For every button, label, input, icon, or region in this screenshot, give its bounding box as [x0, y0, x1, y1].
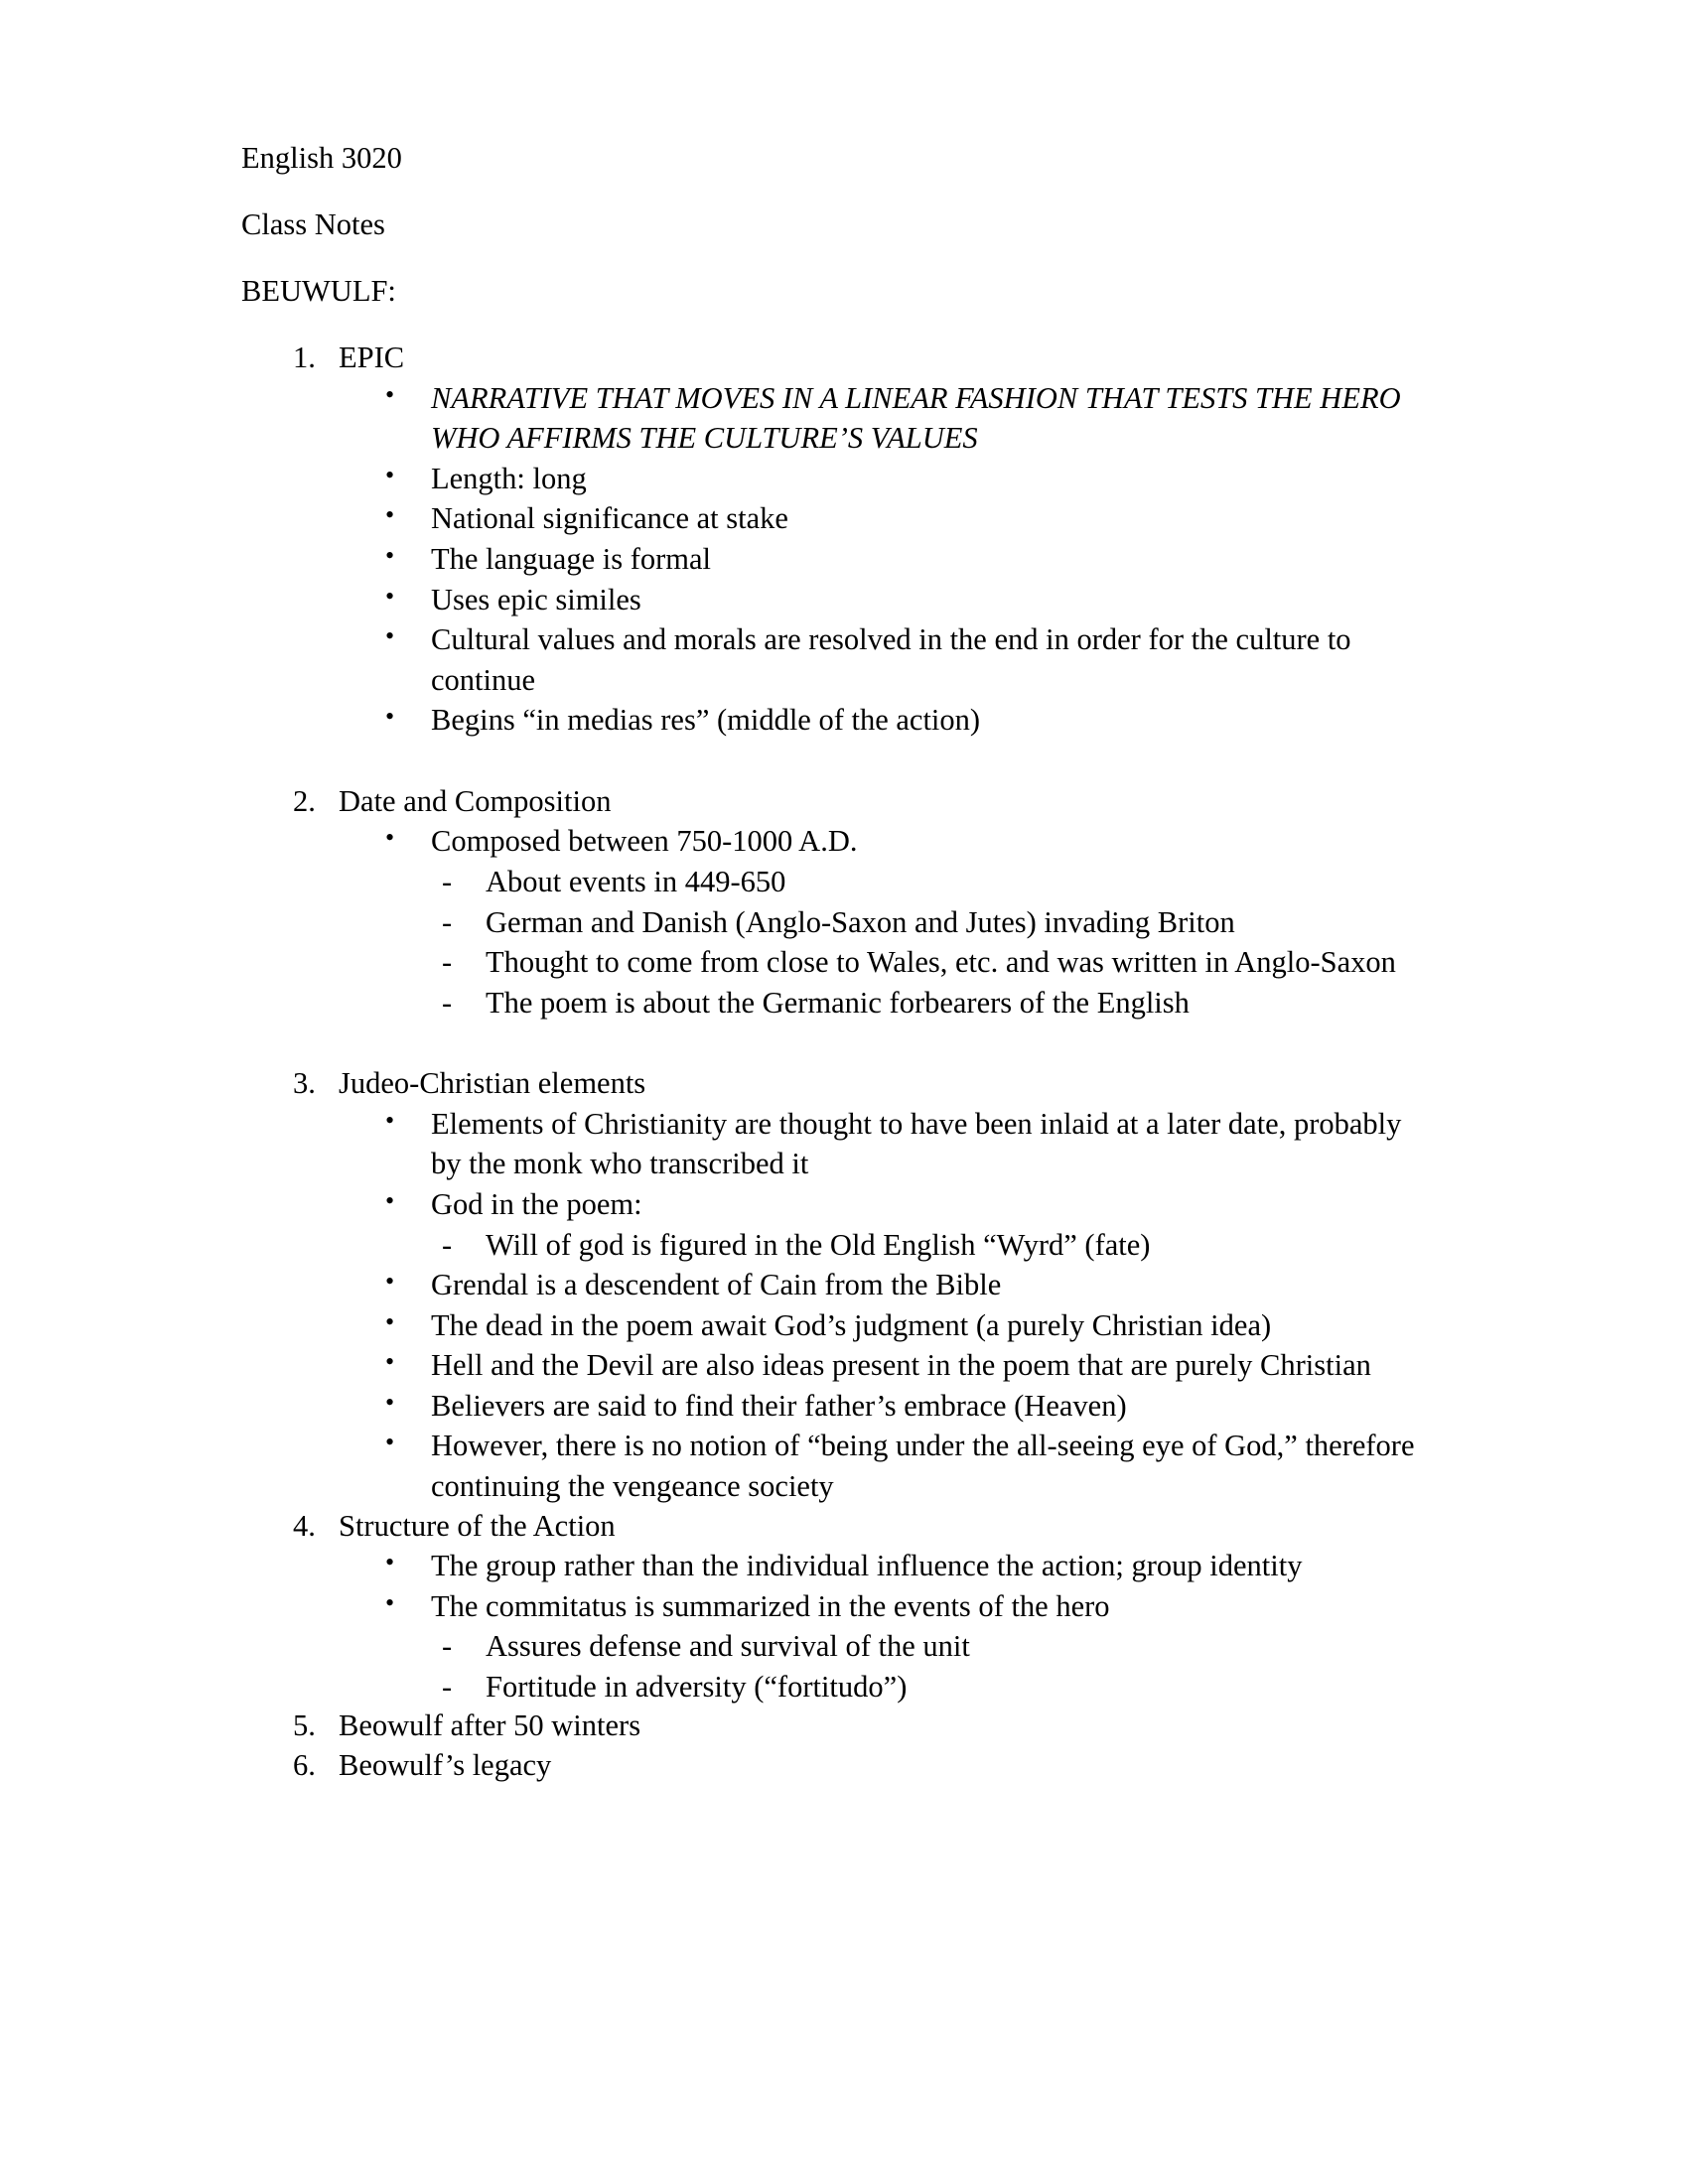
- dash-text: German and Danish (Anglo-Saxon and Jutes) invading Briton: [486, 904, 1235, 939]
- bullet-icon: •: [385, 823, 395, 853]
- list-item: [371, 619, 1460, 700]
- bullet-list-date-composition: [339, 821, 1460, 862]
- bullet-text: Composed between 750-1000 A.D.: [431, 824, 858, 859]
- outline-title: Beowulf’s legacy: [339, 1748, 552, 1783]
- bullet-icon: •: [385, 1428, 395, 1457]
- outline-number: 6.: [293, 1748, 316, 1783]
- list-item: [426, 902, 1460, 943]
- bullet-text: However, there is no notion of “being under the all-seeing eye of God,” therefore continuing the vengeance society: [431, 1429, 1415, 1503]
- list-item: [371, 378, 1460, 459]
- bullet-text: Cultural values and morals are resolved in the end in order for the culture to continue: [431, 622, 1351, 697]
- list-item: [371, 1426, 1460, 1506]
- bullet-text: Length: long: [431, 461, 587, 495]
- dash-text: About events in 449-650: [486, 865, 786, 898]
- dash-icon: -: [442, 1669, 453, 1704]
- outline-item-judeo-christian: [241, 1064, 1460, 1506]
- bullet-icon: •: [385, 702, 395, 732]
- outline-item-beowulf-legacy: [241, 1746, 1460, 1786]
- outline-number: 2.: [293, 783, 316, 818]
- list-item: [426, 983, 1460, 1024]
- bullet-icon: •: [385, 1587, 395, 1617]
- outline-title: EPIC: [339, 341, 405, 375]
- bullet-list-epic: [339, 378, 1460, 741]
- outline-item-date-composition: [241, 782, 1460, 1023]
- bullet-icon: •: [385, 1548, 395, 1577]
- outline-number: 3.: [293, 1066, 316, 1101]
- list-item: [426, 862, 1460, 902]
- document-type: Class Notes: [241, 207, 385, 242]
- dash-text: Thought to come from close to Wales, etc. and was written in Anglo-Saxon: [486, 945, 1396, 980]
- bullet-icon: •: [385, 581, 395, 611]
- outline-number: 5.: [293, 1708, 316, 1743]
- list-item: [426, 1667, 1460, 1707]
- section-spacer: [241, 1023, 1460, 1064]
- outline-number: 1.: [293, 341, 316, 375]
- dash-text: The poem is about the Germanic forbearers of the English: [486, 985, 1190, 1020]
- bullet-text: Believers are said to find their father’s embrace (Heaven): [431, 1388, 1127, 1423]
- bullet-icon: •: [385, 1186, 395, 1216]
- outline-item-beowulf-after-50-winters: [241, 1706, 1460, 1746]
- bullet-text: The commitatus is summarized in the events of the hero: [431, 1588, 1110, 1623]
- list-item: [371, 580, 1460, 620]
- dash-icon: -: [442, 1227, 453, 1262]
- bullet-icon: •: [385, 1306, 395, 1336]
- bullet-icon: •: [385, 1105, 395, 1135]
- document-header: [241, 139, 1460, 311]
- outline-title: Judeo-Christian elements: [339, 1066, 646, 1101]
- bullet-text: The dead in the poem await God’s judgment (a purely Christian idea): [431, 1307, 1272, 1342]
- bullet-icon: •: [385, 1387, 395, 1417]
- bullet-icon: •: [385, 540, 395, 570]
- list-item: [371, 1345, 1460, 1386]
- bullet-text: National significance at stake: [431, 501, 788, 536]
- list-item: [371, 821, 1460, 862]
- list-item: [371, 1265, 1460, 1305]
- list-item: [426, 1225, 1460, 1266]
- outline-number: 4.: [293, 1508, 316, 1543]
- list-item: [426, 942, 1460, 983]
- bullet-text: Hell and the Devil are also ideas present in the poem that are purely Christian: [431, 1348, 1371, 1383]
- bullet-text: Elements of Christianity are thought to have been inlaid at a later date, probably by the monk who transcribed it: [431, 1106, 1402, 1181]
- outline-title: Structure of the Action: [339, 1508, 616, 1543]
- dash-text: Fortitude in adversity (“fortitudo”): [486, 1669, 908, 1704]
- list-item: [371, 1386, 1460, 1427]
- notes-outline: [241, 339, 1460, 1786]
- bullet-text: Begins “in medias res” (middle of the action): [431, 703, 981, 738]
- dash-icon: -: [442, 945, 453, 980]
- bullet-text: The group rather than the individual influence the action; group identity: [431, 1549, 1303, 1583]
- dash-list-judeo-christian: [339, 1225, 1460, 1266]
- course-title: English 3020: [241, 141, 402, 175]
- bullet-icon: •: [385, 379, 395, 409]
- list-item: [371, 1104, 1460, 1184]
- dash-icon: -: [442, 1629, 453, 1664]
- bullet-icon: •: [385, 621, 395, 651]
- list-item: [371, 459, 1460, 499]
- outline-item-structure-of-action: [241, 1507, 1460, 1707]
- dash-text: Assures defense and survival of the unit: [486, 1629, 970, 1664]
- list-item: [371, 700, 1460, 741]
- list-item: [371, 1586, 1460, 1627]
- topic-heading: BEUWULF:: [241, 274, 396, 309]
- list-item: [371, 1184, 1460, 1225]
- outline-item-epic: [241, 339, 1460, 741]
- bullet-icon: •: [385, 1347, 395, 1377]
- dash-list-date-composition: [339, 862, 1460, 1023]
- section-spacer: [241, 741, 1460, 782]
- list-item: [426, 1626, 1460, 1667]
- bullet-text: The language is formal: [431, 541, 712, 576]
- bullet-text: Uses epic similes: [431, 582, 641, 616]
- dash-text: Will of god is figured in the Old English “Wyrd” (fate): [486, 1227, 1151, 1262]
- bullet-icon: •: [385, 500, 395, 530]
- bullet-list-judeo-christian-a: [339, 1104, 1460, 1225]
- outline-title: Beowulf after 50 winters: [339, 1708, 641, 1743]
- bullet-text: God in the poem:: [431, 1187, 642, 1222]
- list-item: [371, 1305, 1460, 1346]
- bullet-list-structure-of-action: [339, 1546, 1460, 1626]
- bullet-icon: •: [385, 460, 395, 489]
- outline-title: Date and Composition: [339, 783, 612, 818]
- bullet-icon: •: [385, 1267, 395, 1297]
- dash-list-structure-of-action: [339, 1626, 1460, 1706]
- bullet-list-judeo-christian-b: [339, 1265, 1460, 1506]
- bullet-text: NARRATIVE THAT MOVES IN A LINEAR FASHION THAT TESTS THE HERO WHO AFFIRMS THE CULTURE’S VALUES: [431, 380, 1401, 456]
- bullet-text: Grendal is a descendent of Cain from the Bible: [431, 1268, 1002, 1302]
- dash-icon: -: [442, 865, 453, 898]
- list-item: [371, 1546, 1460, 1586]
- dash-icon: -: [442, 904, 453, 939]
- list-item: [371, 498, 1460, 539]
- list-item: [371, 539, 1460, 580]
- dash-icon: -: [442, 985, 453, 1020]
